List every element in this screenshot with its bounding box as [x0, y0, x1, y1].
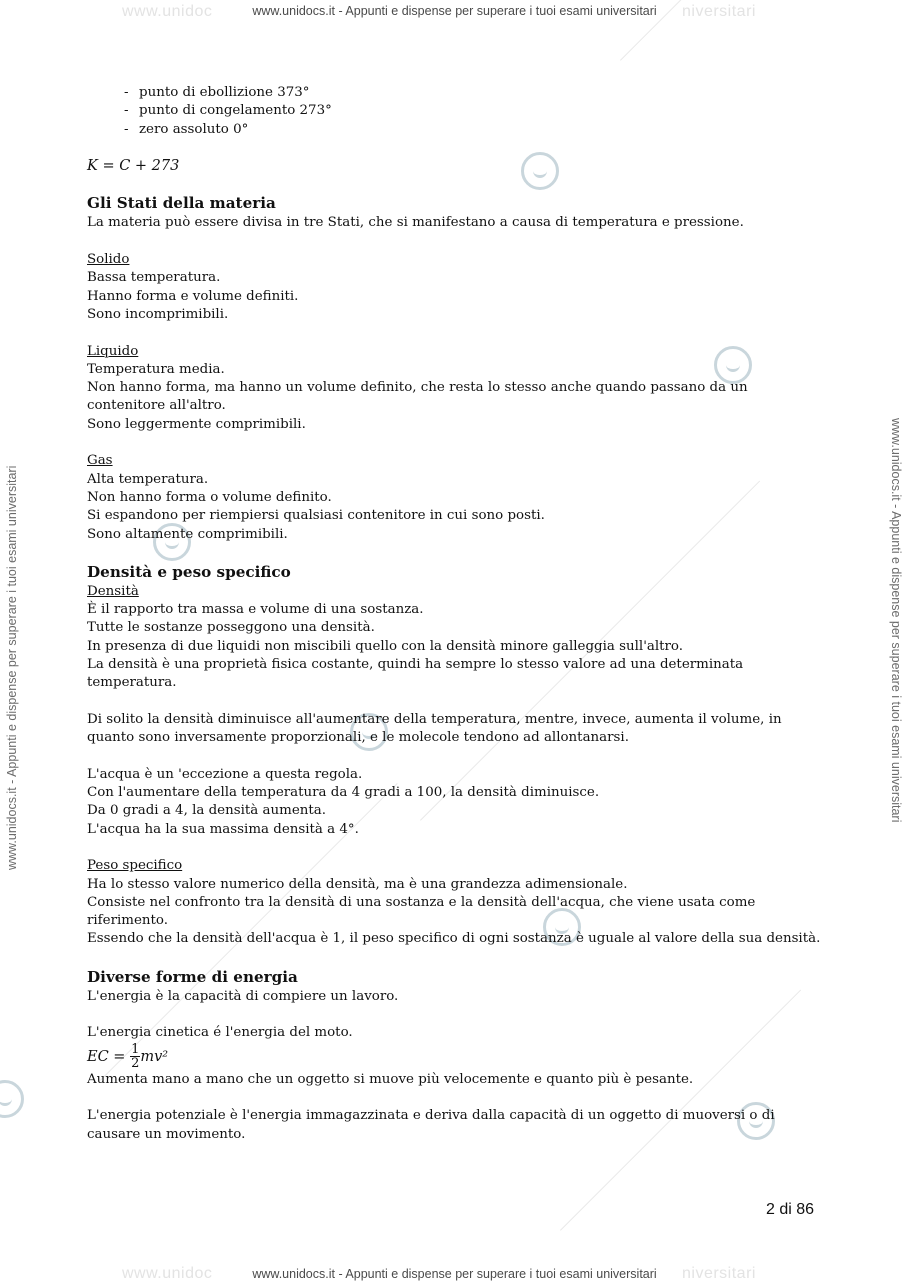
paragraph: L'acqua ha la sua massima densità a 4°. — [87, 821, 359, 837]
section-heading-stati: Gli Stati della materia — [87, 194, 276, 213]
paragraph: Sono altamente comprimibili. — [87, 526, 288, 542]
paragraph: L'energia è la capacità di compiere un lavoro. — [87, 988, 399, 1004]
paragraph: Si espandono per riempiersi qualsiasi contenitore in cui sono posti. — [87, 508, 545, 524]
list-item: - punto di ebollizione 373° — [87, 84, 823, 102]
paragraph: In presenza di due liquidi non miscibili quello con la densità minore galleggia sull'altro. — [87, 638, 684, 654]
subheading-gas: Gas — [87, 453, 113, 469]
watermark-side-right: www.unidocs.it - Appunti e dispense per superare i tuoi esami universitari — [889, 418, 903, 823]
paragraph: È il rapporto tra massa e volume di una sostanza. — [87, 602, 424, 618]
subheading-solido: Solido — [87, 252, 130, 268]
section-heading-energia: Diverse forme di energia — [87, 967, 298, 986]
watermark-ghost-top-left: www.unidoc — [122, 3, 213, 20]
paragraph: Tutte le sostanze posseggono una densità. — [87, 620, 375, 636]
temperature-points-list — [87, 84, 823, 139]
list-item: - punto di congelamento 273° — [87, 102, 823, 120]
list-item: - zero assoluto 0° — [87, 121, 823, 139]
paragraph: Sono leggermente comprimibili. — [87, 416, 306, 432]
watermark-side-left: www.unidocs.it - Appunti e dispense per superare i tuoi esami universitari — [5, 465, 19, 870]
formula-lhs: EC = — [87, 1048, 126, 1065]
paragraph: Bassa temperatura. — [87, 270, 221, 286]
paragraph: Aumenta mano a mano che un oggetto si muove più velocemente e quanto più è pesante. — [87, 1071, 694, 1087]
formula-denominator: 2 — [131, 1056, 140, 1072]
section-heading-densita: Densità e peso specifico — [87, 562, 291, 581]
paragraph: Di solito la densità diminuisce all'aumentare della temperatura, mentre, invece, aumenta il volume, in quanto sono inversamente proporzionali, e le molecole tendono ad allontanarsi. — [87, 711, 782, 746]
subheading-peso-specifico: Peso specifico — [87, 858, 183, 874]
paragraph: Essendo che la densità dell'acqua è 1, il peso specifico di ogni sostanza è uguale al valore della sua densità. — [87, 931, 821, 947]
watermark-ghost-bottom-left: www.unidoc — [122, 1265, 213, 1282]
watermark-bottom: www.unidocs.it - Appunti e dispense per superare i tuoi esami universitari — [252, 1267, 657, 1281]
paragraph: Sono incomprimibili. — [87, 306, 229, 322]
paragraph: L'acqua è un 'eccezione a questa regola. — [87, 766, 363, 782]
paragraph: Con l'aumentare della temperatura da 4 gradi a 100, la densità diminuisce. — [87, 785, 600, 801]
paragraph: Temperatura media. — [87, 361, 225, 377]
paragraph: L'energia cinetica é l'energia del moto. — [87, 1025, 353, 1041]
paragraph: Non hanno forma, ma hanno un volume definito, che resta lo stesso anche quando passano da un contenitore all'altro. — [87, 380, 748, 414]
kelvin-formula: K = C + 273 — [87, 158, 180, 175]
subheading-liquido: Liquido — [87, 343, 139, 359]
paragraph: Hanno forma e volume definiti. — [87, 288, 299, 304]
formula-rhs: mv² — [140, 1048, 169, 1065]
kinetic-energy-formula — [87, 1043, 823, 1071]
paragraph: Da 0 gradi a 4, la densità aumenta. — [87, 803, 326, 819]
paragraph: La densità è una proprietà fisica costante, quindi ha sempre lo stesso valore ad una determinata temperatura. — [87, 657, 744, 691]
paragraph: Consiste nel confronto tra la densità di una sostanza e la densità dell'acqua, che viene usata come riferimento. — [87, 894, 756, 929]
subheading-densita: Densità — [87, 583, 139, 599]
paragraph: Alta temperatura. — [87, 471, 209, 487]
paragraph: La materia può essere divisa in tre Stati, che si manifestano a causa di temperatura e pressione. — [87, 215, 744, 231]
document-body — [87, 84, 823, 1144]
watermark-top: www.unidocs.it - Appunti e dispense per superare i tuoi esami universitari — [252, 4, 657, 18]
watermark-logo-icon — [0, 1080, 24, 1118]
page-number: 2 di 86 — [766, 1201, 815, 1218]
paragraph: L'energia potenziale è l'energia immagazzinata e deriva dalla capacità di un oggetto di muoversi o di causare un movimento. — [87, 1108, 775, 1142]
paragraph: Non hanno forma o volume definito. — [87, 489, 332, 505]
formula-numerator: 1 — [131, 1042, 140, 1058]
formula-fraction — [130, 1043, 140, 1070]
watermark-ghost-top-right: niversitari — [682, 3, 756, 20]
watermark-ghost-bottom-right: niversitari — [682, 1265, 756, 1282]
paragraph: Ha lo stesso valore numerico della densità, ma è una grandezza adimensionale. — [87, 876, 628, 892]
